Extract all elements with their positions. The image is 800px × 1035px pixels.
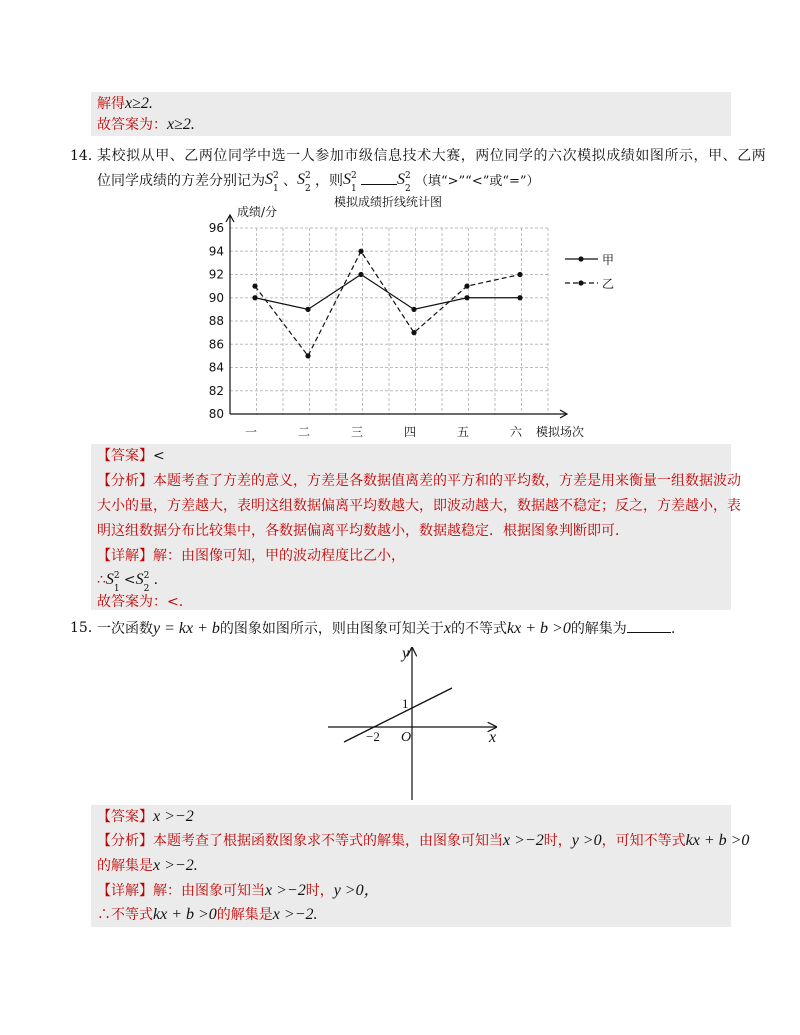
q14-answer-blank [361, 170, 397, 185]
origin-label: O [401, 730, 412, 745]
y-axis-label: y [402, 645, 410, 662]
chart-xlabel: 模拟场次 [536, 425, 585, 439]
x-axis-label: x [489, 729, 497, 746]
x-tick-label: 一 [244, 425, 258, 439]
y-intercept-label: 1 [402, 696, 409, 711]
q15-analysis-line2: 的解集是x >−2. [97, 857, 198, 874]
x-tick-label: 四 [403, 425, 417, 439]
linear-function-graph [0, 640, 800, 810]
y-tick-label: 80 [208, 407, 224, 421]
data-point [252, 295, 257, 300]
y-tick-label: 94 [208, 244, 224, 259]
q15-detail-line2: ∴不等式kx + b >0的解集是x >−2. [97, 906, 318, 923]
function-line [344, 688, 452, 742]
data-point [358, 272, 363, 277]
data-point [305, 353, 310, 358]
y-tick-label: 86 [208, 337, 224, 352]
q15-answer: 【答案】x >−2 [97, 808, 194, 825]
q14-number: 14． [70, 148, 102, 164]
q14-detail-line2: ∴ S 2 1 < S 2 2 . [97, 571, 159, 594]
data-point [411, 307, 416, 312]
series-line-2 [255, 251, 520, 356]
q14-stem-line1: 某校拟从甲、乙两位同学中选一人参加市级信息技术大赛，两位同学的六次模拟成绩如图所示，甲、乙两 [97, 148, 767, 164]
q14-analysis-line3: 明这组数据分布比较集中，各数据偏离平均数越小，数据越稳定．根据图象判断即可． [97, 523, 629, 539]
q14-answer: 【答案】< [97, 448, 165, 464]
x-tick-label: 六 [509, 425, 523, 439]
q15-answer-blank [627, 618, 671, 633]
chart-title: 模拟成绩折线统计图 [333, 195, 443, 209]
q14-analysis-line1: 【分析】本题考查了方差的意义，方差是各数据值离差的平方和的平均数，方差是用来衡量一组数据波动 [97, 473, 741, 489]
y-tick-label: 82 [208, 383, 224, 398]
x-intercept-label: −2 [366, 729, 380, 744]
score-line-chart [0, 190, 800, 450]
y-tick-label: 88 [208, 314, 224, 328]
q13-solve-line: 解得x≥2. [97, 95, 153, 112]
q15-detail-line1: 【详解】解：由图象可知当x >−2时，y >0， [97, 882, 380, 899]
q15-analysis-line1: 【分析】本题考查了根据函数图象求不等式的解集，由图象可知当x >−2时，y >0，可知不等式kx + b >0 [97, 832, 750, 849]
x-tick-label: 五 [456, 425, 470, 439]
data-point [464, 295, 469, 300]
data-point [517, 272, 522, 277]
data-point [517, 295, 522, 300]
y-tick-label: 92 [208, 267, 224, 282]
legend-label-1: 甲 [602, 253, 615, 267]
q15-stem: 一次函数y = kx + b的图象如图所示，则由图象可知关于x的不等式kx + b >0的解集为 . [97, 620, 676, 637]
y-tick-label: 90 [208, 290, 224, 305]
data-point [358, 249, 363, 254]
x-tick-label: 二 [297, 425, 311, 439]
series-line-1 [255, 275, 520, 310]
data-point [464, 284, 469, 289]
y-tick-label: 96 [208, 221, 224, 235]
data-point [305, 307, 310, 312]
legend-label-2: 乙 [602, 277, 615, 291]
q13-final-line: 故答案为：x≥2. [97, 116, 195, 133]
legend-marker [578, 280, 583, 285]
legend-marker [578, 256, 583, 261]
y-tick-label: 84 [208, 360, 224, 375]
q14-final: 故答案为：<. [97, 594, 184, 610]
data-point [411, 330, 416, 335]
q14-analysis-line2: 大小的量，方差越大，表明这组数据偏离平均数越大，即波动越大，数据越不稳定；反之，方差越小，表 [97, 498, 741, 514]
chart-ylabel: 成绩/分 [237, 205, 278, 219]
q14-stem-line2: 位同学成绩的方差分别记为 S 2 1 、 S 2 2 ，则 S 2 1 S 2 2 （填“>”“<”或“=”） [97, 171, 540, 194]
x-tick-label: 三 [350, 425, 364, 439]
q14-detail-line1: 【详解】解：由图像可知，甲的波动程度比乙小， [97, 548, 405, 564]
q15-number: 15． [70, 620, 102, 636]
data-point [252, 284, 257, 289]
